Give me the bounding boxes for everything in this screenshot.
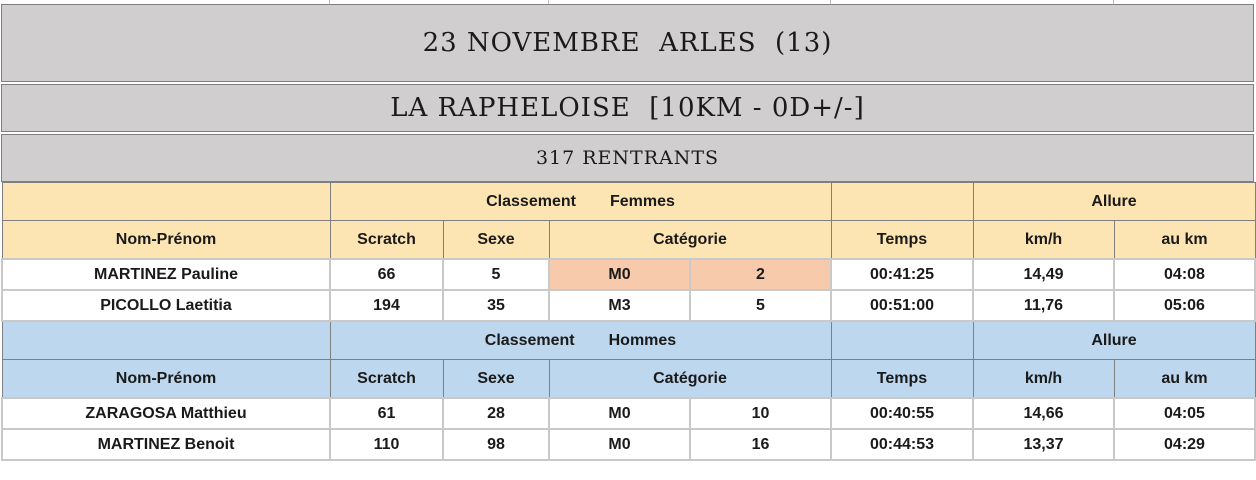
allure-header: Allure — [973, 183, 1255, 221]
classement-femmes-label: Classement Femmes — [330, 183, 831, 221]
col-categorie: Catégorie — [549, 221, 831, 260]
pace-per-km: 05:06 — [1114, 290, 1255, 321]
time: 00:41:25 — [831, 259, 973, 290]
speed-kmh: 13,37 — [973, 429, 1114, 460]
col-scratch: Scratch — [330, 221, 443, 260]
category: M0 — [549, 429, 690, 460]
table-row — [2, 398, 1255, 429]
category-rank: 5 — [690, 290, 831, 321]
col-au-km: au km — [1114, 360, 1255, 399]
runner-name: ZARAGOSA Matthieu — [2, 398, 330, 429]
col-categorie: Catégorie — [549, 360, 831, 399]
femmes-header-row — [2, 183, 1255, 221]
allure-header: Allure — [973, 321, 1255, 360]
sexe-rank: 5 — [443, 259, 549, 290]
category-rank: 2 — [690, 259, 831, 290]
col-sexe: Sexe — [443, 221, 549, 260]
speed-kmh: 11,76 — [973, 290, 1114, 321]
col-scratch: Scratch — [330, 360, 443, 399]
hommes-header-row — [2, 321, 1255, 360]
runner-name: MARTINEZ Pauline — [2, 259, 330, 290]
sexe-rank: 28 — [443, 398, 549, 429]
col-name: Nom-Prénom — [2, 360, 330, 399]
runner-name: PICOLLO Laetitia — [2, 290, 330, 321]
runner-name: MARTINEZ Benoit — [2, 429, 330, 460]
classement-hommes-label: Classement Hommes — [330, 321, 831, 360]
col-temps: Temps — [831, 360, 973, 399]
sexe-rank: 98 — [443, 429, 549, 460]
scratch-rank: 66 — [330, 259, 443, 290]
col-kmh: km/h — [973, 221, 1114, 260]
empty-cell — [831, 321, 973, 360]
sexe-rank: 35 — [443, 290, 549, 321]
time: 00:51:00 — [831, 290, 973, 321]
empty-cell — [2, 321, 330, 360]
event-date-title: 23 NOVEMBRE ARLES (13) — [1, 4, 1254, 82]
col-temps: Temps — [831, 221, 973, 260]
empty-cell — [831, 183, 973, 221]
scratch-rank: 61 — [330, 398, 443, 429]
category: M0 — [549, 259, 690, 290]
finishers-count: 317 RENTRANTS — [1, 134, 1254, 182]
scratch-rank: 194 — [330, 290, 443, 321]
col-kmh: km/h — [973, 360, 1114, 399]
race-title: LA RAPHELOISE [10KM - 0D+/-] — [1, 84, 1254, 132]
category: M3 — [549, 290, 690, 321]
col-name: Nom-Prénom — [2, 221, 330, 260]
pace-per-km: 04:29 — [1114, 429, 1255, 460]
time: 00:40:55 — [831, 398, 973, 429]
scratch-rank: 110 — [330, 429, 443, 460]
empty-cell — [2, 183, 330, 221]
pace-per-km: 04:08 — [1114, 259, 1255, 290]
pace-per-km: 04:05 — [1114, 398, 1255, 429]
results-table — [1, 182, 1256, 461]
col-sexe: Sexe — [443, 360, 549, 399]
hommes-column-headers — [2, 360, 1255, 399]
table-row — [2, 259, 1255, 290]
speed-kmh: 14,66 — [973, 398, 1114, 429]
category-rank: 10 — [690, 398, 831, 429]
col-au-km: au km — [1114, 221, 1255, 260]
femmes-column-headers — [2, 221, 1255, 260]
table-row — [2, 290, 1255, 321]
category: M0 — [549, 398, 690, 429]
speed-kmh: 14,49 — [973, 259, 1114, 290]
table-row — [2, 429, 1255, 460]
time: 00:44:53 — [831, 429, 973, 460]
category-rank: 16 — [690, 429, 831, 460]
